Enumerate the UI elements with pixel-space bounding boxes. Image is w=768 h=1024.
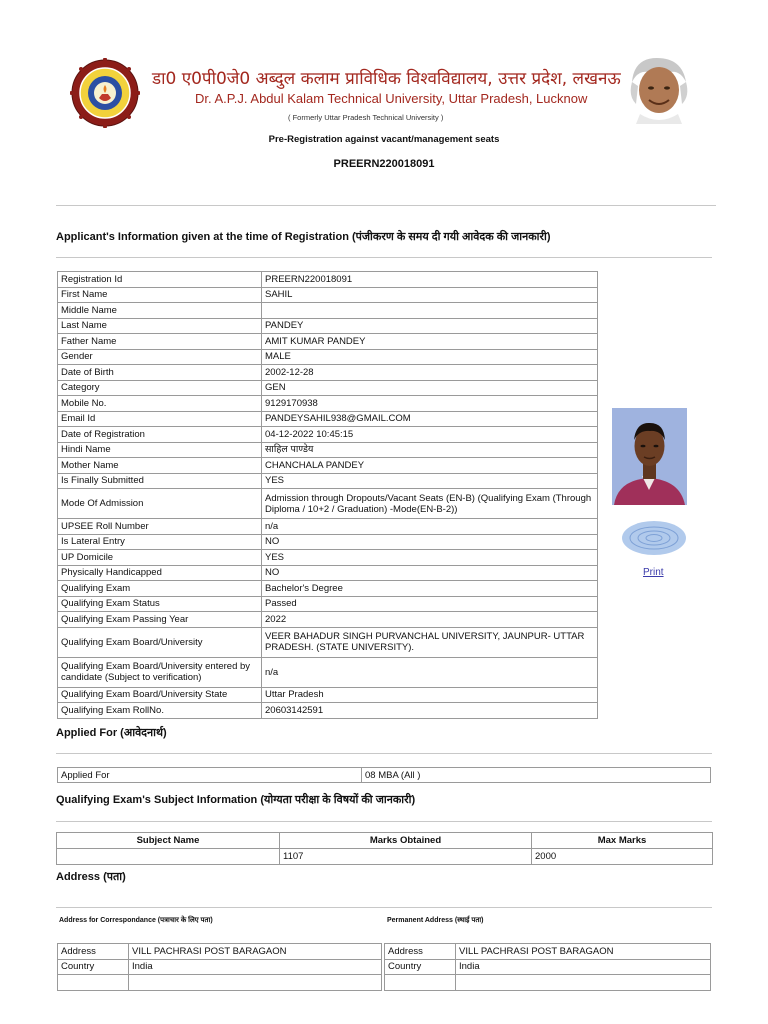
table-row [58, 411, 598, 427]
permanent-address-title: Permanent Address (स्थाई पता) [387, 917, 484, 924]
subject-info-table [56, 832, 713, 865]
field-label: Mother Name [58, 458, 262, 474]
table-row [58, 427, 598, 443]
subject-section-title: Qualifying Exam's Subject Information (योग्यता परीक्षा के विषयों की जानकारी) [56, 794, 416, 806]
field-label: Date of Registration [58, 427, 262, 443]
marks-obtained-cell: 1107 [280, 849, 532, 865]
field-label: Category [58, 380, 262, 396]
field-label: Qualifying Exam Status [58, 596, 262, 612]
field-label: Physically Handicapped [58, 565, 262, 581]
table-row [58, 581, 598, 597]
divider [56, 257, 712, 258]
table-row [58, 287, 598, 303]
field-value: AMIT KUMAR PANDEY [262, 334, 598, 350]
table-row [385, 959, 711, 975]
table-row [58, 458, 598, 474]
field-label: Qualifying Exam [58, 581, 262, 597]
field-value: GEN [262, 380, 598, 396]
field-value: Bachelor's Degree [262, 581, 598, 597]
field-value: 9129170938 [262, 396, 598, 412]
field-label: Address [58, 944, 129, 960]
applicant-section-title: Applicant's Information given at the time of Registration (पंजीकरण के समय दी गयी आवेदक की जानकारी) [56, 231, 551, 243]
field-label: Qualifying Exam RollNo. [58, 703, 262, 719]
field-value: VILL PACHRASI POST BARAGAON [129, 944, 382, 960]
field-value: 20603142591 [262, 703, 598, 719]
field-label: Qualifying Exam Board/University entered by candidate (Subject to verification) [58, 657, 262, 687]
field-value: YES [262, 550, 598, 566]
field-value: India [456, 959, 711, 975]
field-value [456, 975, 711, 991]
applied-for-value: 08 MBA (All ) [362, 768, 711, 783]
table-row [58, 349, 598, 365]
kalam-portrait-image [624, 52, 694, 124]
field-value: Admission through Dropouts/Vacant Seats (EN-B) (Qualifying Exam (Through Diploma / 10+2 / Graduation) -Mode(EN-B-2)) [262, 489, 598, 519]
field-value: NO [262, 565, 598, 581]
university-name-english: Dr. A.P.J. Abdul Kalam Technical University, Uttar Pradesh, Lucknow [195, 91, 588, 106]
correspondence-address-table [57, 943, 382, 991]
applied-for-label: Applied For [58, 768, 362, 783]
print-link[interactable]: Print [643, 567, 664, 578]
field-value: PANDEY [262, 318, 598, 334]
table-row [58, 334, 598, 350]
applied-for-section-title: Applied For (आवेदनार्थ) [56, 727, 167, 739]
field-label: Hindi Name [58, 442, 262, 458]
applicant-info-table [57, 271, 598, 719]
field-label: Email Id [58, 411, 262, 427]
table-row [58, 380, 598, 396]
field-label: Mobile No. [58, 396, 262, 412]
table-row [58, 975, 382, 991]
field-label: First Name [58, 287, 262, 303]
table-row [58, 303, 598, 319]
field-value: CHANCHALA PANDEY [262, 458, 598, 474]
table-row [58, 944, 382, 960]
divider [56, 907, 712, 908]
pre-registration-title: Pre-Registration against vacant/management seats [268, 134, 500, 145]
table-row [58, 318, 598, 334]
thumb-impression-image [604, 512, 702, 562]
table-row [58, 519, 598, 535]
field-label: Middle Name [58, 303, 262, 319]
divider [56, 205, 716, 206]
formerly-note: ( Formerly Uttar Pradesh Technical University ) [288, 113, 444, 122]
column-header-marks: Marks Obtained [280, 833, 532, 849]
field-value [262, 303, 598, 319]
field-value: YES [262, 473, 598, 489]
field-label: Country [58, 959, 129, 975]
table-row [385, 975, 711, 991]
column-header-subject: Subject Name [57, 833, 280, 849]
divider [56, 753, 712, 754]
field-label [58, 975, 129, 991]
field-label: UP Domicile [58, 550, 262, 566]
field-value: PREERN220018091 [262, 272, 598, 288]
field-value: VILL PACHRASI POST BARAGAON [456, 944, 711, 960]
column-header-max-marks: Max Marks [532, 833, 713, 849]
field-value: n/a [262, 657, 598, 687]
table-row [58, 565, 598, 581]
field-value: SAHIL [262, 287, 598, 303]
field-value: PANDEYSAHIL938@GMAIL.COM [262, 411, 598, 427]
field-value: Uttar Pradesh [262, 687, 598, 703]
table-row [58, 627, 598, 657]
table-row [58, 959, 382, 975]
table-row [58, 550, 598, 566]
field-label [385, 975, 456, 991]
field-label: Qualifying Exam Board/University [58, 627, 262, 657]
table-row [58, 596, 598, 612]
permanent-address-table [384, 943, 711, 991]
table-row [58, 272, 598, 288]
field-label: Qualifying Exam Board/University State [58, 687, 262, 703]
correspondence-address-title: Address for Correspondance (पत्राचार के लिए पता) [59, 917, 213, 924]
table-row [58, 489, 598, 519]
field-value [129, 975, 382, 991]
field-label: Gender [58, 349, 262, 365]
table-row [58, 365, 598, 381]
address-section-title: Address (पता) [56, 871, 126, 883]
table-row [57, 849, 713, 865]
applicant-photo [612, 408, 687, 505]
field-label: UPSEE Roll Number [58, 519, 262, 535]
table-row [58, 687, 598, 703]
field-label: Qualifying Exam Passing Year [58, 612, 262, 628]
field-label: Father Name [58, 334, 262, 350]
field-label: Mode Of Admission [58, 489, 262, 519]
field-value: साहिल पाण्डेय [262, 442, 598, 458]
field-value: MALE [262, 349, 598, 365]
table-row [58, 534, 598, 550]
table-row [58, 657, 598, 687]
table-row [385, 944, 711, 960]
university-seal-logo [70, 58, 140, 128]
field-label: Date of Birth [58, 365, 262, 381]
field-value: Passed [262, 596, 598, 612]
table-row [58, 768, 711, 783]
divider [56, 821, 712, 822]
field-label: Last Name [58, 318, 262, 334]
field-label: Is Finally Submitted [58, 473, 262, 489]
table-row [58, 396, 598, 412]
field-value: 2002-12-28 [262, 365, 598, 381]
field-value: 04-12-2022 10:45:15 [262, 427, 598, 443]
field-label: Address [385, 944, 456, 960]
table-row [58, 703, 598, 719]
field-value: India [129, 959, 382, 975]
field-value: VEER BAHADUR SINGH PURVANCHAL UNIVERSITY, JAUNPUR- UTTAR PRADESH. (STATE UNIVERSITY). [262, 627, 598, 657]
subject-name-cell [57, 849, 280, 865]
table-header-row [57, 833, 713, 849]
table-row [58, 442, 598, 458]
field-value: n/a [262, 519, 598, 535]
university-name-hindi: डा0 ए0पी0जे0 अब्दुल कलाम प्राविधिक विश्वविद्यालय, उत्तर प्रदेश, लखनऊ [152, 69, 621, 89]
max-marks-cell: 2000 [532, 849, 713, 865]
field-label: Registration Id [58, 272, 262, 288]
table-row [58, 473, 598, 489]
applied-for-table [57, 767, 711, 783]
field-value: NO [262, 534, 598, 550]
field-label: Is Lateral Entry [58, 534, 262, 550]
table-row [58, 612, 598, 628]
field-value: 2022 [262, 612, 598, 628]
field-label: Country [385, 959, 456, 975]
registration-number-heading: PREERN220018091 [333, 158, 435, 170]
